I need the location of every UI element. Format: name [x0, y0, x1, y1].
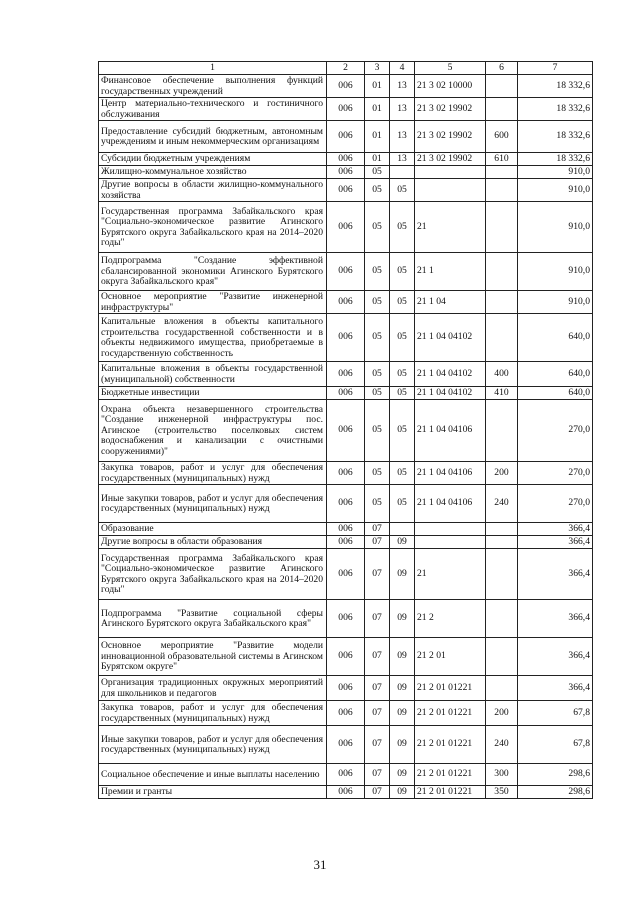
expense-type-code-cell: 240 — [486, 726, 518, 764]
expense-type-code-cell — [486, 676, 518, 701]
section-code-cell: 07 — [365, 536, 390, 549]
subsection-code-cell: 05 — [390, 485, 415, 523]
section-code-cell: 05 — [365, 362, 390, 387]
expense-type-code-cell — [486, 202, 518, 253]
subsection-code-cell: 09 — [390, 676, 415, 701]
ministry-code-cell: 006 — [327, 462, 365, 485]
table-row — [99, 314, 593, 362]
amount-cell: 298,6 — [518, 786, 593, 799]
target-article-code-cell: 21 2 01 01221 — [415, 676, 486, 701]
subsection-code-cell: 09 — [390, 701, 415, 726]
section-code-cell: 01 — [365, 121, 390, 153]
row-name-cell: Иные закупки товаров, работ и услуг для обеспечения государственных (муниципальных) нужд — [99, 485, 327, 523]
amount-cell: 910,0 — [518, 202, 593, 253]
expense-type-code-cell — [486, 400, 518, 462]
header-col-4: 4 — [390, 62, 415, 75]
row-name-cell: Образование — [99, 523, 327, 536]
target-article-code-cell — [415, 166, 486, 179]
amount-cell: 366,4 — [518, 676, 593, 701]
table-body — [99, 75, 593, 799]
expense-type-code-cell: 400 — [486, 362, 518, 387]
table-row — [99, 75, 593, 98]
section-code-cell: 05 — [365, 314, 390, 362]
section-code-cell: 07 — [365, 764, 390, 786]
row-name-cell: Государственная программа Забайкальского края "Социально-экономическое развитие Агинского Бурятского округа Забайкальского края на 2014–2020 годы" — [99, 549, 327, 600]
subsection-code-cell: 09 — [390, 764, 415, 786]
section-code-cell: 07 — [365, 523, 390, 536]
section-code-cell: 01 — [365, 75, 390, 98]
subsection-code-cell: 05 — [390, 387, 415, 400]
subsection-code-cell: 13 — [390, 98, 415, 121]
amount-cell: 910,0 — [518, 179, 593, 202]
expense-type-code-cell — [486, 314, 518, 362]
subsection-code-cell: 09 — [390, 549, 415, 600]
subsection-code-cell: 05 — [390, 462, 415, 485]
table-row — [99, 764, 593, 786]
header-col-3: 3 — [365, 62, 390, 75]
ministry-code-cell: 006 — [327, 726, 365, 764]
amount-cell: 270,0 — [518, 400, 593, 462]
row-name-cell: Премии и гранты — [99, 786, 327, 799]
target-article-code-cell — [415, 536, 486, 549]
table-row — [99, 462, 593, 485]
table-row — [99, 523, 593, 536]
header-col-7: 7 — [518, 62, 593, 75]
section-code-cell: 05 — [365, 387, 390, 400]
amount-cell: 366,4 — [518, 536, 593, 549]
section-code-cell: 05 — [365, 485, 390, 523]
amount-cell: 18 332,6 — [518, 98, 593, 121]
target-article-code-cell: 21 1 04 04106 — [415, 485, 486, 523]
expense-type-code-cell: 240 — [486, 485, 518, 523]
section-code-cell: 07 — [365, 726, 390, 764]
expense-type-code-cell — [486, 75, 518, 98]
table-row — [99, 726, 593, 764]
table-row — [99, 387, 593, 400]
ministry-code-cell: 006 — [327, 485, 365, 523]
expense-type-code-cell: 350 — [486, 786, 518, 799]
row-name-cell: Государственная программа Забайкальского края "Социально-экономическое развитие Агинского Бурятского округа Забайкальского края на 2014–2020 годы" — [99, 202, 327, 253]
target-article-code-cell: 21 1 04 04102 — [415, 314, 486, 362]
target-article-code-cell — [415, 179, 486, 202]
amount-cell: 366,4 — [518, 523, 593, 536]
target-article-code-cell: 21 1 04 04106 — [415, 400, 486, 462]
subsection-code-cell: 09 — [390, 536, 415, 549]
ministry-code-cell: 006 — [327, 98, 365, 121]
expense-type-code-cell: 410 — [486, 387, 518, 400]
expense-type-code-cell — [486, 549, 518, 600]
header-col-6: 6 — [486, 62, 518, 75]
subsection-code-cell: 09 — [390, 600, 415, 638]
amount-cell: 366,4 — [518, 600, 593, 638]
target-article-code-cell: 21 3 02 19902 — [415, 121, 486, 153]
expense-type-code-cell — [486, 179, 518, 202]
subsection-code-cell: 05 — [390, 400, 415, 462]
expense-type-code-cell — [486, 523, 518, 536]
expense-type-code-cell — [486, 166, 518, 179]
table-row — [99, 701, 593, 726]
row-name-cell: Подпрограмма "Развитие социальной сферы Агинского Бурятского округа Забайкальского края" — [99, 600, 327, 638]
target-article-code-cell: 21 1 — [415, 253, 486, 291]
target-article-code-cell: 21 2 01 — [415, 638, 486, 676]
table-row — [99, 485, 593, 523]
table-row — [99, 253, 593, 291]
row-name-cell: Центр материально-технического и гостиничного обслуживания — [99, 98, 327, 121]
table-row — [99, 676, 593, 701]
target-article-code-cell: 21 1 04 04102 — [415, 387, 486, 400]
header-col-5: 5 — [415, 62, 486, 75]
subsection-code-cell — [390, 523, 415, 536]
expense-type-code-cell — [486, 536, 518, 549]
subsection-code-cell: 13 — [390, 75, 415, 98]
ministry-code-cell: 006 — [327, 253, 365, 291]
ministry-code-cell: 006 — [327, 786, 365, 799]
ministry-code-cell: 006 — [327, 764, 365, 786]
subsection-code-cell — [390, 166, 415, 179]
row-name-cell: Охрана объекта незавершенного строительства "Создание инженерной инфраструктуры пос. Агинское (строительство поселковых систем водоснабжения и канализации с очистными сооружениями)" — [99, 400, 327, 462]
ministry-code-cell: 006 — [327, 179, 365, 202]
table-row — [99, 98, 593, 121]
ministry-code-cell: 006 — [327, 75, 365, 98]
table-row — [99, 600, 593, 638]
subsection-code-cell: 05 — [390, 202, 415, 253]
row-name-cell: Капитальные вложения в объекты капитального строительства государственной собственности и в объекты недвижимого имущества, приобретаемые в государственную собственность — [99, 314, 327, 362]
expense-type-code-cell — [486, 638, 518, 676]
ministry-code-cell: 006 — [327, 314, 365, 362]
section-code-cell: 05 — [365, 291, 390, 314]
ministry-code-cell: 006 — [327, 202, 365, 253]
expense-type-code-cell — [486, 253, 518, 291]
row-name-cell: Другие вопросы в области жилищно-коммунального хозяйства — [99, 179, 327, 202]
table-row — [99, 202, 593, 253]
section-code-cell: 07 — [365, 549, 390, 600]
section-code-cell: 07 — [365, 638, 390, 676]
header-col-1: 1 — [99, 62, 327, 75]
ministry-code-cell: 006 — [327, 166, 365, 179]
ministry-code-cell: 006 — [327, 153, 365, 166]
target-article-code-cell: 21 3 02 10000 — [415, 75, 486, 98]
section-code-cell: 01 — [365, 153, 390, 166]
subsection-code-cell: 05 — [390, 291, 415, 314]
amount-cell: 366,4 — [518, 638, 593, 676]
row-name-cell: Основное мероприятие "Развитие модели инновационной образовательной системы в Агинском Бурятском округе" — [99, 638, 327, 676]
table-row — [99, 638, 593, 676]
ministry-code-cell: 006 — [327, 676, 365, 701]
target-article-code-cell: 21 2 01 01221 — [415, 764, 486, 786]
ministry-code-cell: 006 — [327, 536, 365, 549]
row-name-cell: Социальное обеспечение и иные выплаты населению — [99, 764, 327, 786]
row-name-cell: Основное мероприятие "Развитие инженерной инфраструктуры" — [99, 291, 327, 314]
amount-cell: 910,0 — [518, 166, 593, 179]
row-name-cell: Финансовое обеспечение выполнения функций государственных учреждений — [99, 75, 327, 98]
header-row — [99, 62, 593, 75]
row-name-cell: Бюджетные инвестиции — [99, 387, 327, 400]
row-name-cell: Другие вопросы в области образования — [99, 536, 327, 549]
amount-cell: 640,0 — [518, 314, 593, 362]
subsection-code-cell: 05 — [390, 362, 415, 387]
section-code-cell: 05 — [365, 400, 390, 462]
amount-cell: 910,0 — [518, 291, 593, 314]
target-article-code-cell: 21 2 01 01221 — [415, 701, 486, 726]
section-code-cell: 05 — [365, 253, 390, 291]
header-col-2: 2 — [327, 62, 365, 75]
ministry-code-cell: 006 — [327, 523, 365, 536]
target-article-code-cell: 21 — [415, 202, 486, 253]
expense-type-code-cell: 610 — [486, 153, 518, 166]
target-article-code-cell — [415, 523, 486, 536]
amount-cell: 67,8 — [518, 701, 593, 726]
budget-table — [98, 61, 593, 799]
row-name-cell: Подпрограмма "Создание эффективной сбалансированной экономики Агинского Бурятского округа Забайкальского края" — [99, 253, 327, 291]
row-name-cell: Субсидии бюджетным учреждениям — [99, 153, 327, 166]
expense-type-code-cell — [486, 291, 518, 314]
section-code-cell: 07 — [365, 676, 390, 701]
section-code-cell: 07 — [365, 701, 390, 726]
ministry-code-cell: 006 — [327, 549, 365, 600]
expense-type-code-cell: 300 — [486, 764, 518, 786]
subsection-code-cell: 05 — [390, 253, 415, 291]
row-name-cell: Капитальные вложения в объекты государственной (муниципальной) собственности — [99, 362, 327, 387]
table-row — [99, 121, 593, 153]
section-code-cell: 05 — [365, 166, 390, 179]
section-code-cell: 05 — [365, 202, 390, 253]
section-code-cell: 05 — [365, 179, 390, 202]
amount-cell: 640,0 — [518, 387, 593, 400]
section-code-cell: 07 — [365, 786, 390, 799]
ministry-code-cell: 006 — [327, 600, 365, 638]
table-row — [99, 786, 593, 799]
ministry-code-cell: 006 — [327, 400, 365, 462]
row-name-cell: Предоставление субсидий бюджетным, автономным учреждениям и иным некоммерческим организациям — [99, 121, 327, 153]
target-article-code-cell: 21 2 01 01221 — [415, 786, 486, 799]
ministry-code-cell: 006 — [327, 638, 365, 676]
target-article-code-cell: 21 2 — [415, 600, 486, 638]
table-row — [99, 536, 593, 549]
subsection-code-cell: 09 — [390, 786, 415, 799]
ministry-code-cell: 006 — [327, 701, 365, 726]
table-row — [99, 549, 593, 600]
subsection-code-cell: 13 — [390, 121, 415, 153]
section-code-cell: 05 — [365, 462, 390, 485]
expense-type-code-cell — [486, 600, 518, 638]
table-row — [99, 291, 593, 314]
table-row — [99, 153, 593, 166]
subsection-code-cell: 05 — [390, 314, 415, 362]
ministry-code-cell: 006 — [327, 291, 365, 314]
ministry-code-cell: 006 — [327, 121, 365, 153]
row-name-cell: Жилищно-коммунальное хозяйство — [99, 166, 327, 179]
table-row — [99, 362, 593, 387]
section-code-cell: 01 — [365, 98, 390, 121]
row-name-cell: Закупка товаров, работ и услуг для обеспечения государственных (муниципальных) нужд — [99, 462, 327, 485]
target-article-code-cell: 21 1 04 — [415, 291, 486, 314]
target-article-code-cell: 21 1 04 04106 — [415, 462, 486, 485]
section-code-cell: 07 — [365, 600, 390, 638]
amount-cell: 270,0 — [518, 485, 593, 523]
subsection-code-cell: 13 — [390, 153, 415, 166]
amount-cell: 298,6 — [518, 764, 593, 786]
subsection-code-cell: 09 — [390, 726, 415, 764]
row-name-cell: Закупка товаров, работ и услуг для обеспечения государственных (муниципальных) нужд — [99, 701, 327, 726]
table-row — [99, 400, 593, 462]
amount-cell: 18 332,6 — [518, 75, 593, 98]
amount-cell: 366,4 — [518, 549, 593, 600]
budget-table-container — [98, 61, 592, 799]
amount-cell: 18 332,6 — [518, 153, 593, 166]
amount-cell: 910,0 — [518, 253, 593, 291]
expense-type-code-cell: 200 — [486, 462, 518, 485]
expense-type-code-cell — [486, 98, 518, 121]
target-article-code-cell: 21 1 04 04102 — [415, 362, 486, 387]
expense-type-code-cell: 200 — [486, 701, 518, 726]
amount-cell: 640,0 — [518, 362, 593, 387]
target-article-code-cell: 21 3 02 19902 — [415, 153, 486, 166]
page-number: 31 — [313, 857, 327, 872]
amount-cell: 67,8 — [518, 726, 593, 764]
row-name-cell: Иные закупки товаров, работ и услуг для обеспечения государственных (муниципальных) нужд — [99, 726, 327, 764]
amount-cell: 270,0 — [518, 462, 593, 485]
expense-type-code-cell: 600 — [486, 121, 518, 153]
target-article-code-cell: 21 2 01 01221 — [415, 726, 486, 764]
table-row — [99, 166, 593, 179]
target-article-code-cell: 21 — [415, 549, 486, 600]
target-article-code-cell: 21 3 02 19902 — [415, 98, 486, 121]
amount-cell: 18 332,6 — [518, 121, 593, 153]
table-row — [99, 179, 593, 202]
ministry-code-cell: 006 — [327, 362, 365, 387]
subsection-code-cell: 05 — [390, 179, 415, 202]
subsection-code-cell: 09 — [390, 638, 415, 676]
ministry-code-cell: 006 — [327, 387, 365, 400]
row-name-cell: Организация традиционных окружных мероприятий для школьников и педагогов — [99, 676, 327, 701]
